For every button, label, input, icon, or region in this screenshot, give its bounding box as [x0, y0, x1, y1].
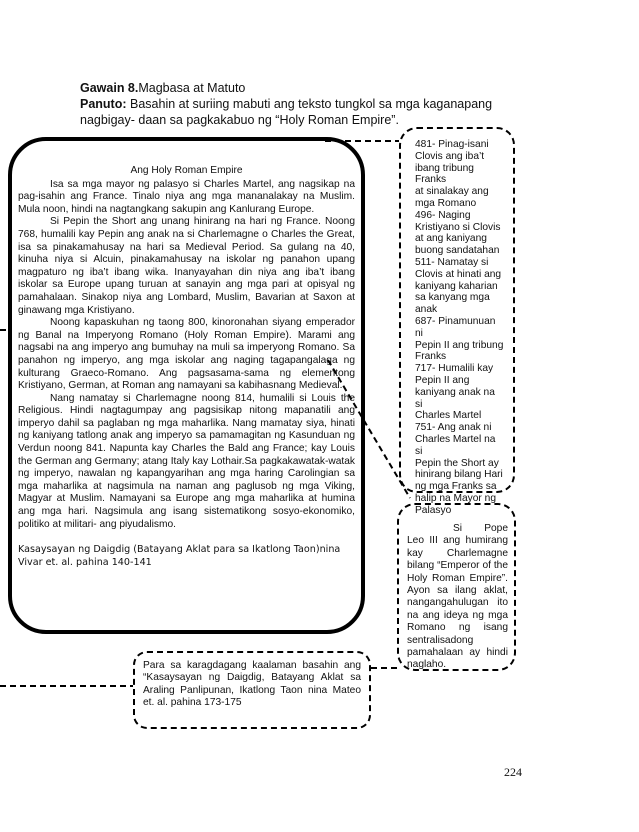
timeline-line: ng mga Franks sa [415, 481, 497, 493]
timeline-line: Charles Martel na si [415, 433, 496, 457]
paragraph-pepin-charlemagne: Si Pepin the Short ang unang hinirang na hari ng France. Noong 768, humalili kay Pepin ang anak na si Charlemagne o Charles the Great, isa sa pinakamahusay na hari sa Medieval Period. Sa gulang na 40, kinuha niya si Alcuin, pinakamahusay na iskolar ng panahon upang magpaturo ng iba’t ibang wika. Inanyayahan din niya ang iba’t ibang iskolar sa Europe upang turuan at sanayin ang mga pari at opisyal ng pamahalaan. Sinakop niya ang Lombard, Muslim, Bavarian at Saxon at ginawang mga Kristiyano. [18, 216, 355, 316]
timeline-line: Kristiyano si Clovis [415, 221, 501, 233]
holy-roman-empire-text-box [8, 137, 365, 634]
reference-line2: Vivar et. al. pahina 140-141 [18, 557, 152, 569]
panuto-line1: Basahin at suriing mabuti ang teksto tungkol sa mga kaganapang [126, 97, 493, 111]
timeline-line: Pepin the Short ay [415, 457, 499, 469]
gawain-text: Magbasa at Matuto [138, 81, 246, 95]
gawain-label: Gawain 8. [80, 81, 139, 95]
timeline-line: 751- Ang anak ni [415, 422, 492, 434]
timeline-line: at ang kaniyang [415, 233, 487, 245]
timeline-line: anak [415, 304, 438, 316]
pope-leo-note-box [397, 503, 516, 671]
main-text-reference [18, 543, 355, 569]
timeline-line: 481- Pinag-isani [415, 139, 489, 150]
timeline-line: Palasyo [415, 504, 452, 516]
paragraph-coronation: Noong kapaskuhan ng taong 800, kinoronahan siyang emperador ng Banal na Imperyong Romano (Holy Roman Empire). Marami ang nagsabi na ang imperyo ang bumuhay na muli sa imperyong Romano. Sa panahon ng imperyo, ang mga iskolar ang naging tagapangalaga ng kulturang Graeco-Romano. Ang pagsasama-sama ng elementong Kristiyano, German, at Roman ang namayani sa kabihasnang Medieval. [18, 317, 355, 392]
panuto-label: Panuto: [80, 97, 127, 111]
gawain-line [80, 80, 600, 96]
timeline-line: kaniyang anak na si [415, 386, 495, 410]
timeline-line: Pepin II ang tribung [415, 339, 504, 351]
timeline-line: sa kanyang mga [415, 292, 490, 304]
panuto-line2: nagbigay- daan sa pagkakabuo ng “Holy Roman Empire”. [80, 113, 399, 127]
reference-line1: Kasaysayan ng Daigdig (Batayang Aklat para sa Ikatlong Taon)nina [18, 544, 341, 556]
timeline-line: 717- Humalili kay [415, 363, 494, 375]
page-number: 224 [504, 765, 522, 779]
timeline-line: Franks [415, 351, 447, 363]
timeline-line: Clovis at hinati ang [415, 268, 502, 280]
timeline-line: Charles Martel [415, 410, 482, 422]
timeline-line: 687- Pinamunuan ni [415, 315, 496, 339]
timeline-box [399, 127, 515, 516]
timeline-line: mga Romano [415, 197, 477, 209]
timeline-line: buong sandatahan [415, 245, 500, 257]
timeline-line: 511- Namatay si [415, 256, 489, 268]
paragraph-charles-martel: Isa sa mga mayor ng palasyo si Charles Martel, ang nagsikap na pag-isahin ang France. Tinalo niya ang mga mananalakay na Muslim. Mula noon, hindi na nagtangkang sakupin ang Kanlurang Europe. [18, 178, 355, 215]
timeline-line: Clovis ang iba’t [415, 150, 485, 162]
further-reading-note [133, 651, 371, 729]
paragraph-decline: Nang namatay si Charlemagne noong 814, humalili si Louis the Religious. Hindi nagtagumpay ang pagsisikap nitong mapanatili ang imperyo dahil sa paglaban ng mga maharlika. Nang mamatay siya, hinati ng kaniyang tatlong anak ang imperyo sa pamamagitan ng Kasunduan ng Verdun noong 841. Napunta kay Charles the Bald ang France; kay Louis the German ang Germany; atang Italy kay Lothair.Sa pagkakawatak-watak ng imperyo, nawalan ng kapangyarihan ang mga haring Carolingian sa mga maharlika at nagsimula na naman ang paglusob ng mga Viking, Magyar at Muslim. Namayani sa Europe ang mga maharlika at humina ang mga hari. Nagsimula ang isang sistematikong sosyo-ekonomiko, politiko at militari- ang piyudalismo. [18, 392, 355, 530]
further-reading-text: Para sa karagdagang kaalaman basahin ang “Kasaysayan ng Daigdig, Batayang Aklat sa Araling Panlipunan, Ikatlong Taon nina Mateo et. al. pahina 173-175 [143, 660, 361, 708]
timeline-line: ibang tribung Franks [415, 162, 474, 186]
activity-heading [80, 80, 600, 128]
panuto-line [80, 96, 600, 112]
timeline-line: 496- Naging [415, 209, 471, 221]
timeline-line: hinirang bilang Hari [415, 469, 503, 481]
timeline-line: halip na Mayor ng [415, 492, 496, 504]
timeline-line: at sinalakay ang [415, 186, 489, 198]
timeline-line: Pepin II ang [415, 374, 470, 386]
timeline-line: kaniyang kaharian [415, 280, 498, 292]
main-text-title: Ang Holy Roman Empire [130, 165, 243, 176]
pope-leo-note-text: Si Pope Leo III ang humirang kay Charlemagne bilang “Emperor of the Holy Roman Empire”. Ayon sa ilang aklat, nangangahulugan ito na ang ideya ng mga Romano ng isang sentralisadong pamahalaan ay hindi naglaho. [407, 523, 508, 671]
